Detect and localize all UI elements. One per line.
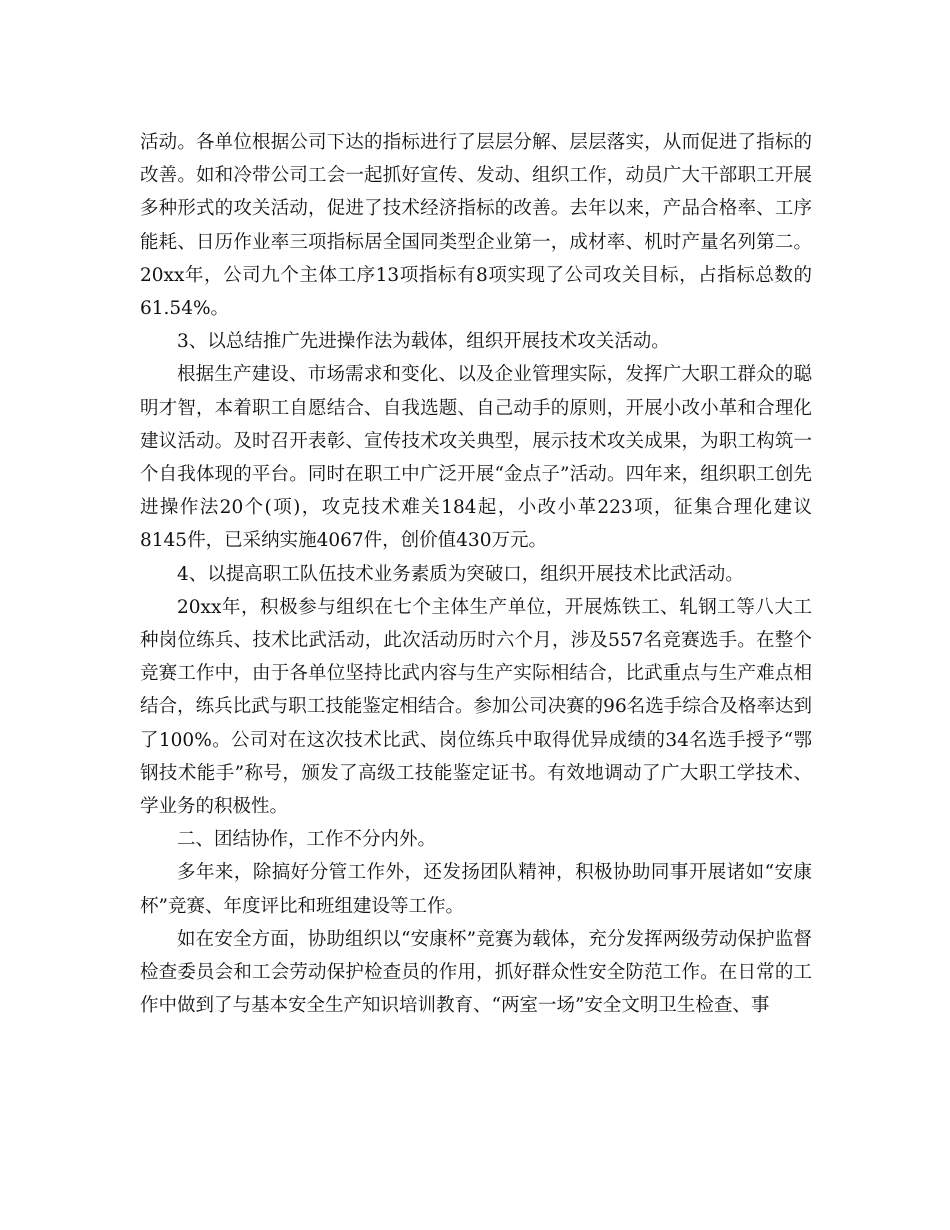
document-page bbox=[140, 126, 812, 1022]
paragraph-safety: 如在安全方面，协助组织以“安康杯”竞赛为载体，充分发挥两级劳动保护监督检查委员会和工会劳动保护检查员的作用，抓好群众性安全防范工作。在日常的工作中做到了与基本安全生产知识培训教育、“两室一场”安全文明卫生检查、事 bbox=[140, 928, 812, 1017]
paragraph-teamwork: 多年来，除搞好分管工作外，还发扬团队精神，积极协助同事开展诸如“安康杯”竞赛、年度评比和班组建设等工作。 bbox=[140, 862, 812, 917]
paragraph-technical-competition: 20xx年，积极参与组织在七个主体生产单位，开展炼铁工、轧钢工等八大工种岗位练兵、技术比武活动，此次活动历时六个月，涉及557名竞赛选手。在整个竞赛工作中，由于各单位坚持比武内容与生产实际相结合，比武重点与生产难点相结合，练兵比武与职工技能鉴定相结合。参加公司决赛的96名选手综合及格率达到了100%。公司对在这次技术比武、岗位练兵中取得优异成绩的34名选手授予“鄂钢技术能手”称号，颁发了高级工技能鉴定证书。有效地调动了广大职工学技术、学业务的积极性。 bbox=[140, 596, 812, 818]
heading-technical-tackling: 3、以总结推广先进操作法为载体，组织开展技术攻关活动。 bbox=[177, 331, 670, 353]
paragraph-indicator-improvement: 活动。各单位根据公司下达的指标进行了层层分解、层层落实，从而促进了指标的改善。如和冷带公司工会一起抓好宣传、发动、组织工作，动员广大干部职工开展多种形式的攻关活动，促进了技术经济指标的改善。去年以来，产品合格率、工序能耗、日历作业率三项指标居全国同类型企业第一，成材率、机时产量名列第二。20xx年，公司九个主体工序13项指标有8项实现了公司攻关目标，占指标总数的61.54%。 bbox=[140, 132, 812, 320]
heading-technical-competition: 4、以提高职工队伍技术业务素质为突破口，组织开展技术比武活动。 bbox=[177, 563, 744, 585]
heading-teamwork: 二、团结协作，工作不分内外。 bbox=[177, 829, 437, 851]
paragraph-technical-tackling: 根据生产建设、市场需求和变化、以及企业管理实际，发挥广大职工群众的聪明才智，本着职工自愿结合、自我选题、自己动手的原则，开展小改小革和合理化建议活动。及时召开表彰、宣传技术攻关典型，展示技术攻关成果，为职工构筑一个自我体现的平台。同时在职工中广泛开展“金点子”活动。四年来，组织职工创先进操作法20个(项)，攻克技术难关184起，小改小革223项，征集合理化建议8145件，已采纳实施4067件，创价值430万元。 bbox=[140, 364, 812, 552]
